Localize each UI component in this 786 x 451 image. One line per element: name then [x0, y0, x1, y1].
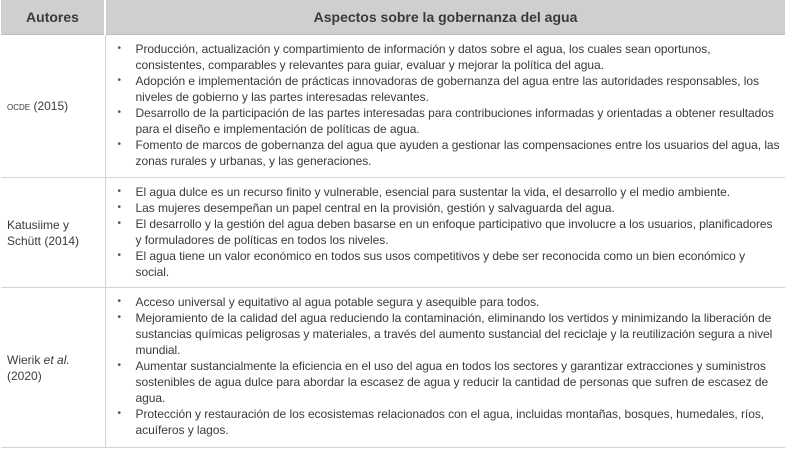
aspects-list [116, 184, 782, 280]
table-row [1, 288, 785, 448]
table-row [1, 35, 785, 178]
author-cell [1, 35, 105, 178]
list-item [116, 310, 782, 358]
aspect-text: Adopción e implementación de prácticas innovadoras de gobernanza del agua entre las autoridades responsables, los niveles de gobierno y las partes interesadas relevantes. [135, 74, 759, 104]
list-item [116, 41, 782, 73]
list-item [116, 184, 782, 200]
list-item [116, 294, 782, 310]
bullet-icon: • [117, 408, 121, 419]
aspect-text: Aumentar sustancialmente la eficiencia en el uso del agua en todos los sectores y garantizar extracciones y suministros sostenibles de agua dulce para abordar la escasez de agua y reducir la cantidad de personas que sufren de escasez de agua. [135, 359, 769, 405]
bullet-icon: • [117, 107, 121, 118]
author-year: (2020) [7, 368, 42, 383]
aspect-text: Fomento de marcos de gobernanza del agua que ayuden a gestionar las compensaciones entre los usuarios del agua, las zonas rurales y urbanas, y las generaciones. [135, 138, 780, 168]
bullet-icon: • [117, 43, 121, 54]
governance-table [1, 0, 785, 448]
table-row [1, 178, 785, 288]
author-name: ocde [7, 99, 31, 113]
list-item [116, 105, 782, 137]
list-item [116, 358, 782, 406]
list-item [116, 73, 782, 105]
list-item [116, 200, 782, 216]
author-cell [1, 178, 105, 288]
list-item [116, 248, 782, 280]
bullet-icon: • [117, 312, 121, 323]
header-aspects: Aspectos sobre la gobernanza del agua [105, 0, 785, 35]
aspect-text: El agua dulce es un recurso finito y vulnerable, esencial para sustentar la vida, el desarrollo y el medio ambiente. [135, 185, 731, 199]
bullet-icon: • [117, 218, 121, 229]
aspect-text: Protección y restauración de los ecosistemas relacionados con el agua, incluidas montañas, bosques, humedales, ríos, acuíferos y lagos. [135, 407, 765, 437]
bullet-icon: • [117, 360, 121, 371]
aspects-list [116, 294, 782, 438]
author-etal: et al. [43, 352, 70, 367]
bullet-icon: • [117, 202, 121, 213]
aspects-cell [105, 288, 785, 448]
bullet-icon: • [117, 250, 121, 261]
list-item [116, 216, 782, 248]
header-row [1, 0, 785, 35]
aspect-text: Desarrollo de la participación de las partes interesadas para contribuciones informadas y orientadas a obtener resultados para el diseño e implementación de políticas de agua. [135, 106, 774, 136]
author-year: (2015) [30, 99, 69, 113]
aspects-list [116, 41, 782, 169]
aspect-text: Acceso universal y equitativo al agua potable segura y asequible para todos. [135, 295, 540, 309]
list-item [116, 137, 782, 169]
aspect-text: Producción, actualización y compartimiento de información y datos sobre el agua, los cuales sean oportunos, consistentes, comparables y relevantes para guiar, evaluar y mejorar la política del agua. [135, 42, 711, 72]
bullet-icon: • [117, 186, 121, 197]
aspects-cell [105, 35, 785, 178]
author-name: Katusiime y [7, 217, 70, 232]
bullet-icon: • [117, 139, 121, 150]
aspect-text: Mejoramiento de la calidad del agua reduciendo la contaminación, eliminando los vertidos y minimizando la liberación de sustancias químicas peligrosas y materiales, a través del aumento sustancial del reciclaje y la reutilización segura a nivel mundial. [135, 311, 773, 357]
aspect-text: El agua tiene un valor económico en todos sus usos competitivos y debe ser reconocida como un bien económico y social. [135, 249, 746, 279]
aspects-cell [105, 178, 785, 288]
list-item [116, 406, 782, 438]
author-cell [1, 288, 105, 448]
author-year: Schütt (2014) [7, 233, 80, 248]
author-name: Wierik [7, 352, 44, 367]
header-authors: Autores [1, 0, 105, 35]
bullet-icon: • [117, 296, 121, 307]
aspect-text: Las mujeres desempeñan un papel central en la provisión, gestión y salvaguarda del agua. [135, 201, 615, 215]
aspect-text: El desarrollo y la gestión del agua deben basarse en un enfoque participativo que involucre a los usuarios, planificadores y formuladores de políticas en todos los niveles. [135, 217, 773, 247]
bullet-icon: • [117, 75, 121, 86]
